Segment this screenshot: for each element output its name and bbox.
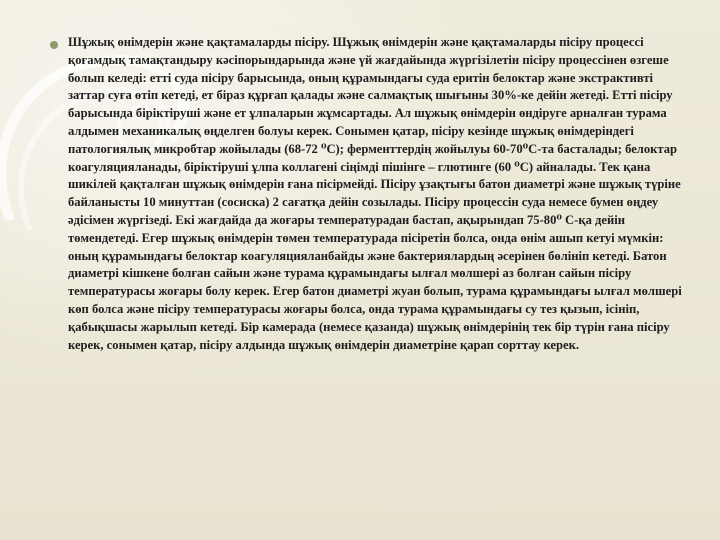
bullet-icon xyxy=(50,41,58,49)
body-paragraph: Шұжық өнімдерін және қақтамаларды пісіру. Шұжық өнімдерін және қақтамаларды пісіру процессі қоғамдық тамақтандыру кәсіпорындарында және үй жағдайында жүргізілетін пісіру процессінен өзгеше болып келеді: етті суда пісіру барысында, оның құрамындағы суда еритін белоктар және экстрактивті заттар суға өтіп кетеді, ет біраз құрғап қалады және салмақтық шығыны 30%-ке дейін жетеді. Етті пісіру барысында біріктіруші және ет ұлпаларын жұмсартады. Ал шұжық өнімдерін өндіруге арналған турама алдымен механикалық өңделген болуы керек. Сонымен қатар, пісіру кезінде шұжық өнімдеріндегі патологиялық микробтар жойылады (68-72 ⁰С); ферменттердің жойылуы 60-70⁰С-та басталады; белоктар коагуляцияланады, біріктіруші ұлпа коллагені сіңімді пішінге – глютинге (60 ⁰С) айналады. Тек қана шикілей қақталған шұжық өнімдерін ғана пісірмейді. Пісіру ұзақтығы батон диаметрі және шұжық түріне байланысты 10 минуттан (сосиска) 2 сағатқа дейін созылады. Пісіру процессін суда немесе бумен өңдеу әдісімен жүргізеді. Екі жағдайда да жоғары температурадан бастап, ақырындап 75-80⁰ С-қа дейін төмендетеді. Егер шұжық өнімдерін төмен температурада пісіретін болса, онда өнім ашып кетуі мүмкін: оның құрамындағы белоктар коагуляцияланбайды және бактериялардың әсерінен бөлініп кетеді. Батон диаметрі кішкене болған сайын және турама құрамындағы ылғал мөлшері аз болған сайын пісіру температурасы жоғары болу керек. Егер батон диаметрі жуан болып, турама құрамындағы ылғал мөлшері көп болса және пісіру температурасы жоғары болса, онда турама құрамындағы су тез қызып, ісініп, қабықшасы жарылып кетеді. Бір камерада (немесе қазанда) шұжық өнімдерінің тек бір түрін ғана пісіру керек, сонымен қатар, пісіру алдында шұжық өнімдерін диаметріне қарап сорттау керек. xyxy=(68,35,682,352)
slide-content xyxy=(50,34,690,354)
bullet-item xyxy=(50,34,690,354)
